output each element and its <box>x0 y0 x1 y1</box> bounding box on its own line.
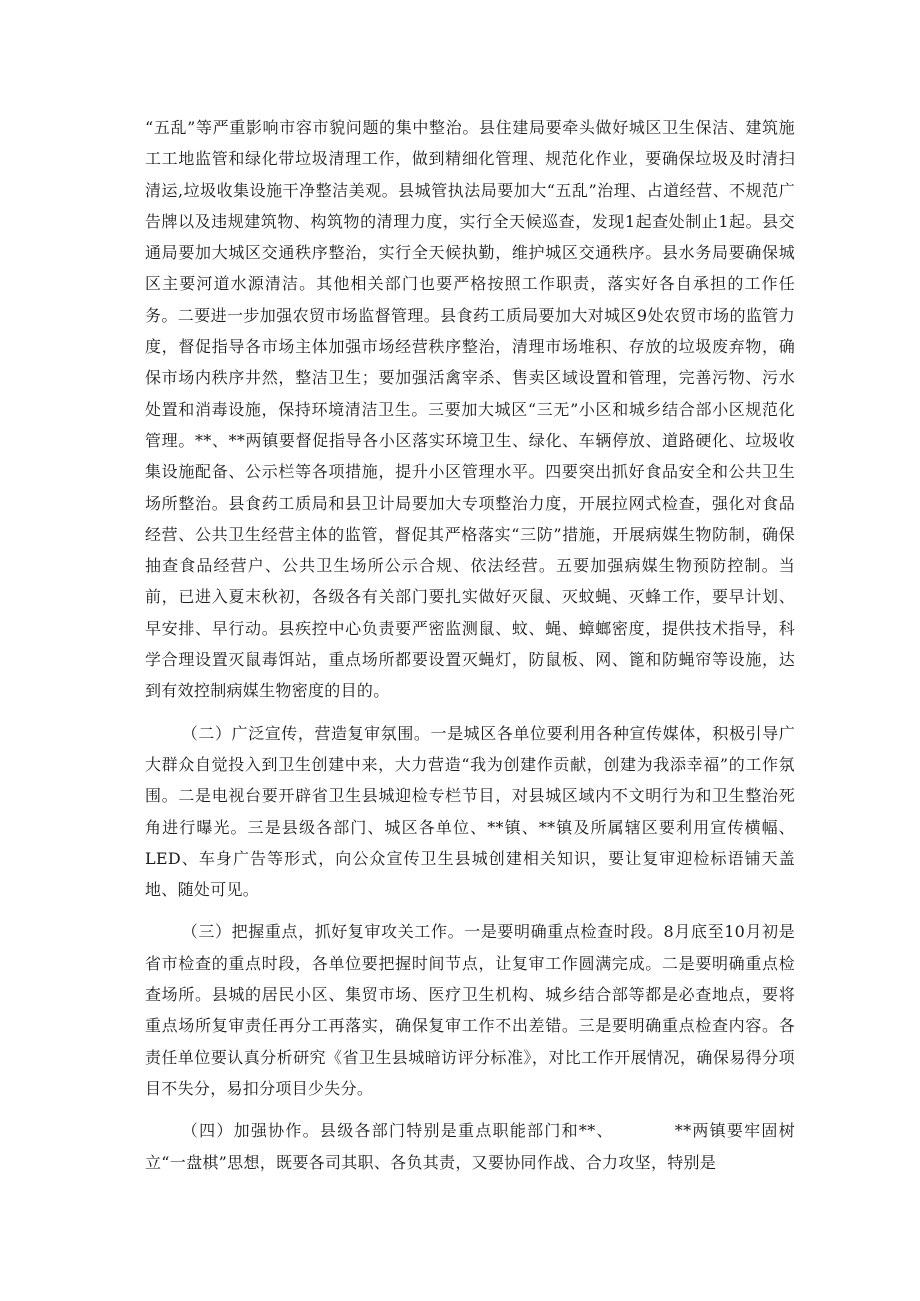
paragraph-4: （四）加强协作。县级各部门特别是重点职能部门和**、 **两镇要牢固树立“一盘棋”思想，既要各司其职、各负其责，又要协同作战、合力攻坚，特别是 <box>145 1121 795 1172</box>
paragraph-1: “五乱”等严重影响市容市貌问题的集中整治。县住建局要牵头做好城区卫生保洁、建筑施工工地监管和绿化带垃圾清理工作，做到精细化管理、规范化作业，要确保垃圾及时清扫清运,垃圾收集设施干净整洁美观。县城管执法局要加大“五乱”治理、占道经营、不规范广告牌以及违规建筑物、构筑物的清理力度，实行全天候巡查，发现1起查处制止1起。县交通局要加大城区交通秩序整治，实行全天候执勤，维护城区交通秩序。县水务局要确保城区主要河道水源清洁。其他相关部门也要严格按照工作职责，落实好各自承担的工作任务。二要进一步加强农贸市场监督管理。县食药工质局要加大对城区9处农贸市场的监管力度，督促指导各市场主体加强市场经营秩序整治，清理市场堆积、存放的垃圾废弃物，确保市场内秩序井然，整洁卫生；要加强活禽宰杀、售卖区域设置和管理，完善污物、污水处置和消毒设施，保持环境清洁卫生。三要加大城区“三无”小区和城乡结合部小区规范化管理。**、**两镇要督促指导各小区落实环境卫生、绿化、车辆停放、道路硬化、垃圾收集设施配备、公示栏等各项措施，提升小区管理水平。四要突出抓好食品安全和公共卫生场所整治。县食药工质局和县卫计局要加大专项整治力度，开展拉网式检查，强化对食品经营、公共卫生经营主体的监管，督促其严格落实“三防”措施，开展病媒生物防制，确保抽查食品经营户、公共卫生场所公示合规、依法经营。五要加强病媒生物预防控制。当前，已进入夏末秋初，各级各有关部门要扎实做好灭鼠、灭蚊蝇、灭蜂工作，要早计划、早安排、早行动。县疾控中心负责要严密监测鼠、蚊、蝇、蟑螂密度，提供技术指导，科学合理设置灭鼠毒饵站，重点场所都要设置灭蝇灯，防鼠板、网、篦和防蝇帘等设施，达到有效控制病媒生物密度的目的。 <box>145 118 795 701</box>
document-page <box>145 112 795 1189</box>
paragraph-3: （三）把握重点，抓好复审攻关工作。一是要明确重点检查时段。8月底至10月初是省市检查的重点时段，各单位要把握时间节点，让复审工作圆满完成。二是要明确重点检查场所。县城的居民小区、集贸市场、医疗卫生机构、城乡结合部等都是必查地点，要将重点场所复审责任再分工再落实，确保复审工作不出差错。三是要明确重点检查内容。各责任单位要认真分析研究《省卫生县城暗访评分标准》，对比工作开展情况，确保易得分项目不失分，易扣分项目少失分。 <box>145 922 795 1098</box>
paragraph-2: （二）广泛宣传，营造复审氛围。一是城区各单位要利用各种宣传媒体，积极引导广大群众自觉投入到卫生创建中来，大力营造“我为创建作贡献，创建为我添幸福”的工作氛围。二是电视台要开辟省卫生县城迎检专栏节目，对县城区域内不文明行为和卫生整治死角进行曝光。三是县级各部门、城区各单位、**镇、**镇及所属辖区要利用宣传横幅、LED、车身广告等形式，向公众宣传卫生县城创建相关知识，要让复审迎检标语铺天盖地、随处可见。 <box>145 723 795 900</box>
